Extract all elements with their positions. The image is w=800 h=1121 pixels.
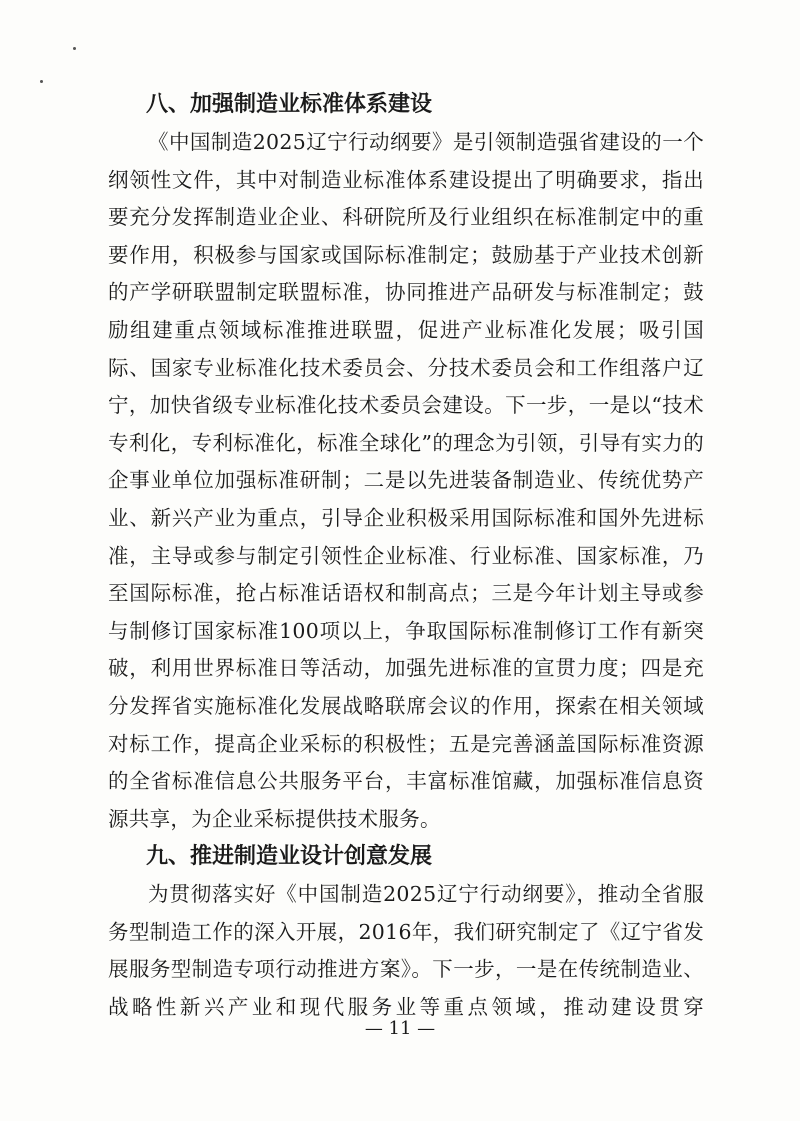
- section-heading-8: 八、加强制造业标准体系建设: [146, 92, 433, 117]
- page-number: — 11 —: [364, 1018, 436, 1039]
- scan-speck: [40, 80, 43, 83]
- scan-speck: [73, 47, 76, 50]
- section-heading-9: 九、推进制造业设计创意发展: [146, 844, 433, 870]
- section-paragraph-9: 为贯彻落实好《中国制造2025辽宁行动纲要》，推动全省服务型制造工作的深入开展，2016年，我们研究制定了《辽宁省发展服务型制造专项行动推进方案》。下一步，一是在传统制造业、战略性新兴产业和现代服务业等重点领域，推动建设贯穿: [108, 882, 704, 1020]
- section-paragraph-8: 《中国制造2025辽宁行动纲要》是引领制造强省建设的一个纲领性文件，其中对制造业标准体系建设提出了明确要求，指出要充分发挥制造业企业、科研院所及行业组织在标准制定中的重要作用，积极参与国家或国际标准制定；鼓励基于产业技术创新的产学研联盟制定联盟标准，协同推进产品研发与标准制定；鼓励组建重点领域标准推进联盟，促进产业标准化发展；吸引国际、国家专业标准化技术委员会、分技术委员会和工作组落户辽宁，加快省级专业标准化技术委员会建设。下一步，一是以“技术专利化，专利标准化，标准全球化”的理念为引领，引导有实力的企事业单位加强标准研制；二是以先进装备制造业、传统优势产业、新兴产业为重点，引导企业积极采用国际标准和国外先进标准，主导或参与制定引领性企业标准、行业标准、国家标准，乃至国际标准，抢占标准话语权和制高点；三是今年计划主导或参与制修订国家标准100项以上，争取国际标准制修订工作有新突破，利用世界标准日等活动，加强先进标准的宣贯力度；四是充分发挥省实施标准化发展战略联席会议的作用，探索在相关领域对标工作，提高企业采标的积极性；五是完善涵盖国际标准资源的全省标准信息公共服务平台，丰富标准馆藏，加强标准信息资源共享，为企业采标提供技术服务。: [108, 130, 704, 831]
- document-body: [108, 86, 704, 1027]
